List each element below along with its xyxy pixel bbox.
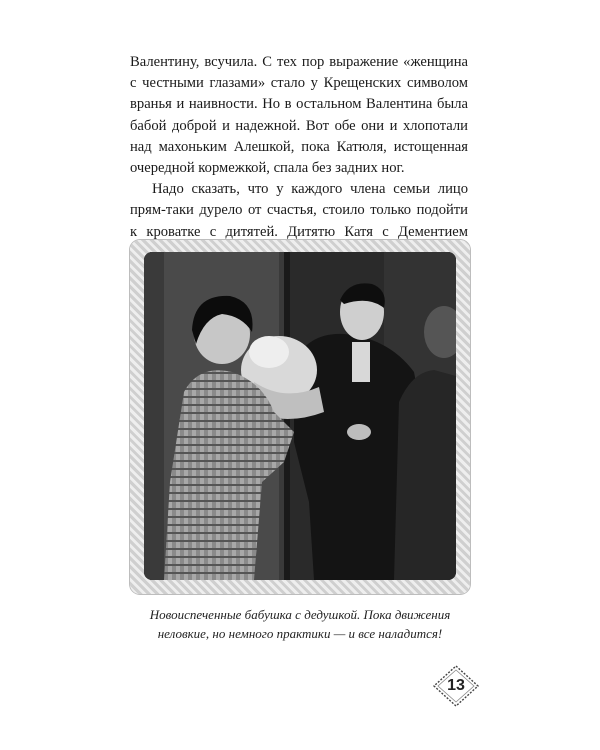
photo-frame	[130, 240, 470, 594]
caption-line-1: Новоиспеченные бабушка с дедушкой. Пока движения	[149, 607, 451, 622]
text-line: вранья и наивности. Но в остальном Валентина была	[130, 96, 468, 113]
caption-line-2: неловкие, но немного практики — и все наладится!	[157, 626, 443, 641]
text-line: к кроватке с дитятей. Дитятю Катя с Дементием	[130, 223, 468, 240]
text-line: прям-таки дурело от счастья, стоило только подойти	[130, 202, 468, 219]
text-line: Валентину, всучила. С тех пор выражение «женщина	[130, 54, 468, 70]
photo-caption	[130, 605, 470, 643]
photo-scene	[144, 252, 456, 580]
body-text	[130, 52, 468, 243]
photograph	[144, 252, 456, 580]
text-line: бабой доброй и надежной. Вот обе они и хлопотали	[130, 117, 468, 134]
page-number-badge	[430, 664, 482, 708]
paragraph-2	[130, 179, 468, 243]
text-line: Надо сказать, что у каждого члена семьи лицо	[152, 181, 468, 198]
text-line: с честными глазами» стало у Крещенских символом	[130, 75, 468, 92]
text-line: очередной кормежкой, спала без задних ног.	[130, 160, 405, 177]
text-line: над махоньким Алешкой, пока Катюля, истощенная	[130, 138, 468, 155]
page-number: 13	[447, 677, 465, 694]
paragraph-1	[130, 52, 468, 179]
